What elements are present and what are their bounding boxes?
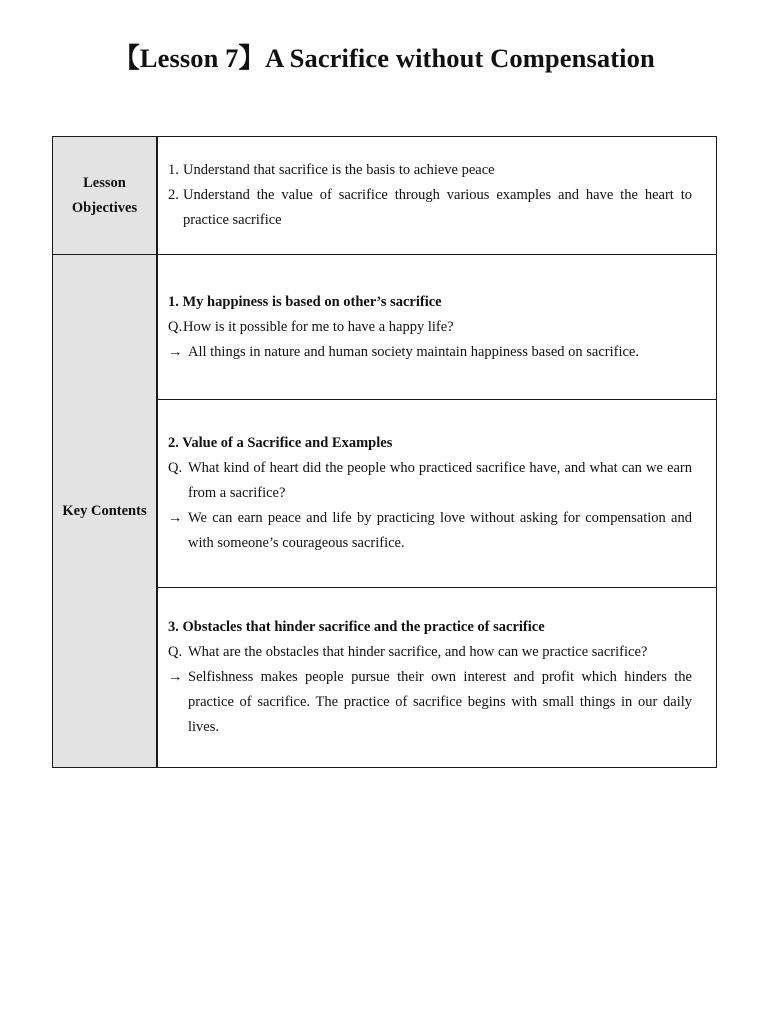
question-marker: Q. [168,318,183,335]
key-content-section-2 [157,400,717,587]
section-heading: 2. Value of a Sacrifice and Examples [168,435,393,452]
question-text: What kind of heart did the people who practiced sacrifice have, and what can we earn from a sacrifice? [188,460,692,502]
objective-text: Understand the value of sacrifice through various examples and have the heart to practice sacrifice [183,187,692,229]
section-question [168,315,692,340]
section-answer [168,506,692,556]
lesson-table [52,136,717,768]
objective-item-1 [168,158,692,183]
objective-item-2 [168,183,692,233]
objectives-label-cell [53,137,158,255]
page-title: 【Lesson 7】A Sacrifice without Compensation [113,43,655,73]
answer-text: All things in nature and human society maintain happiness based on sacrifice. [188,343,639,360]
arrow-icon: → [168,343,183,360]
key-content-section-1 [157,255,717,400]
question-text: What are the obstacles that hinder sacrifice, and how can we practice sacrifice? [188,643,648,660]
key-content-section-3 [157,587,717,767]
objectives-label-line-1: Lesson [83,174,126,191]
arrow-icon: → [168,510,183,527]
objective-number: 2. [168,187,179,204]
section-answer [168,665,692,740]
answer-text: Selfishness makes people pursue their own interest and profit which hinders the practice of sacrifice. The practice of sacrifice begins with small things in our daily lives. [188,668,692,735]
section-heading: 1. My happiness is based on other’s sacrifice [168,293,442,310]
section-heading: 3. Obstacles that hinder sacrifice and the practice of sacrifice [168,618,545,635]
answer-text: We can earn peace and life by practicing love without asking for compensation and with someone’s courageous sacrifice. [188,510,692,552]
question-marker: Q. [168,460,183,477]
objectives-row [53,137,717,255]
objectives-label-line-2: Objectives [71,199,138,216]
key-contents-label-cell [53,255,158,768]
section-question [168,640,692,665]
objective-text: Understand that sacrifice is the basis to achieve peace [183,162,495,179]
objectives-content-cell [157,137,717,255]
key-contents-row-1 [53,255,717,400]
section-question [168,456,692,506]
section-answer [168,340,692,365]
objective-number: 1. [168,162,179,179]
question-text: How is it possible for me to have a happy life? [183,318,454,335]
arrow-icon: → [168,668,183,685]
question-marker: Q. [168,643,183,660]
key-contents-label: Key Contents [62,502,147,519]
